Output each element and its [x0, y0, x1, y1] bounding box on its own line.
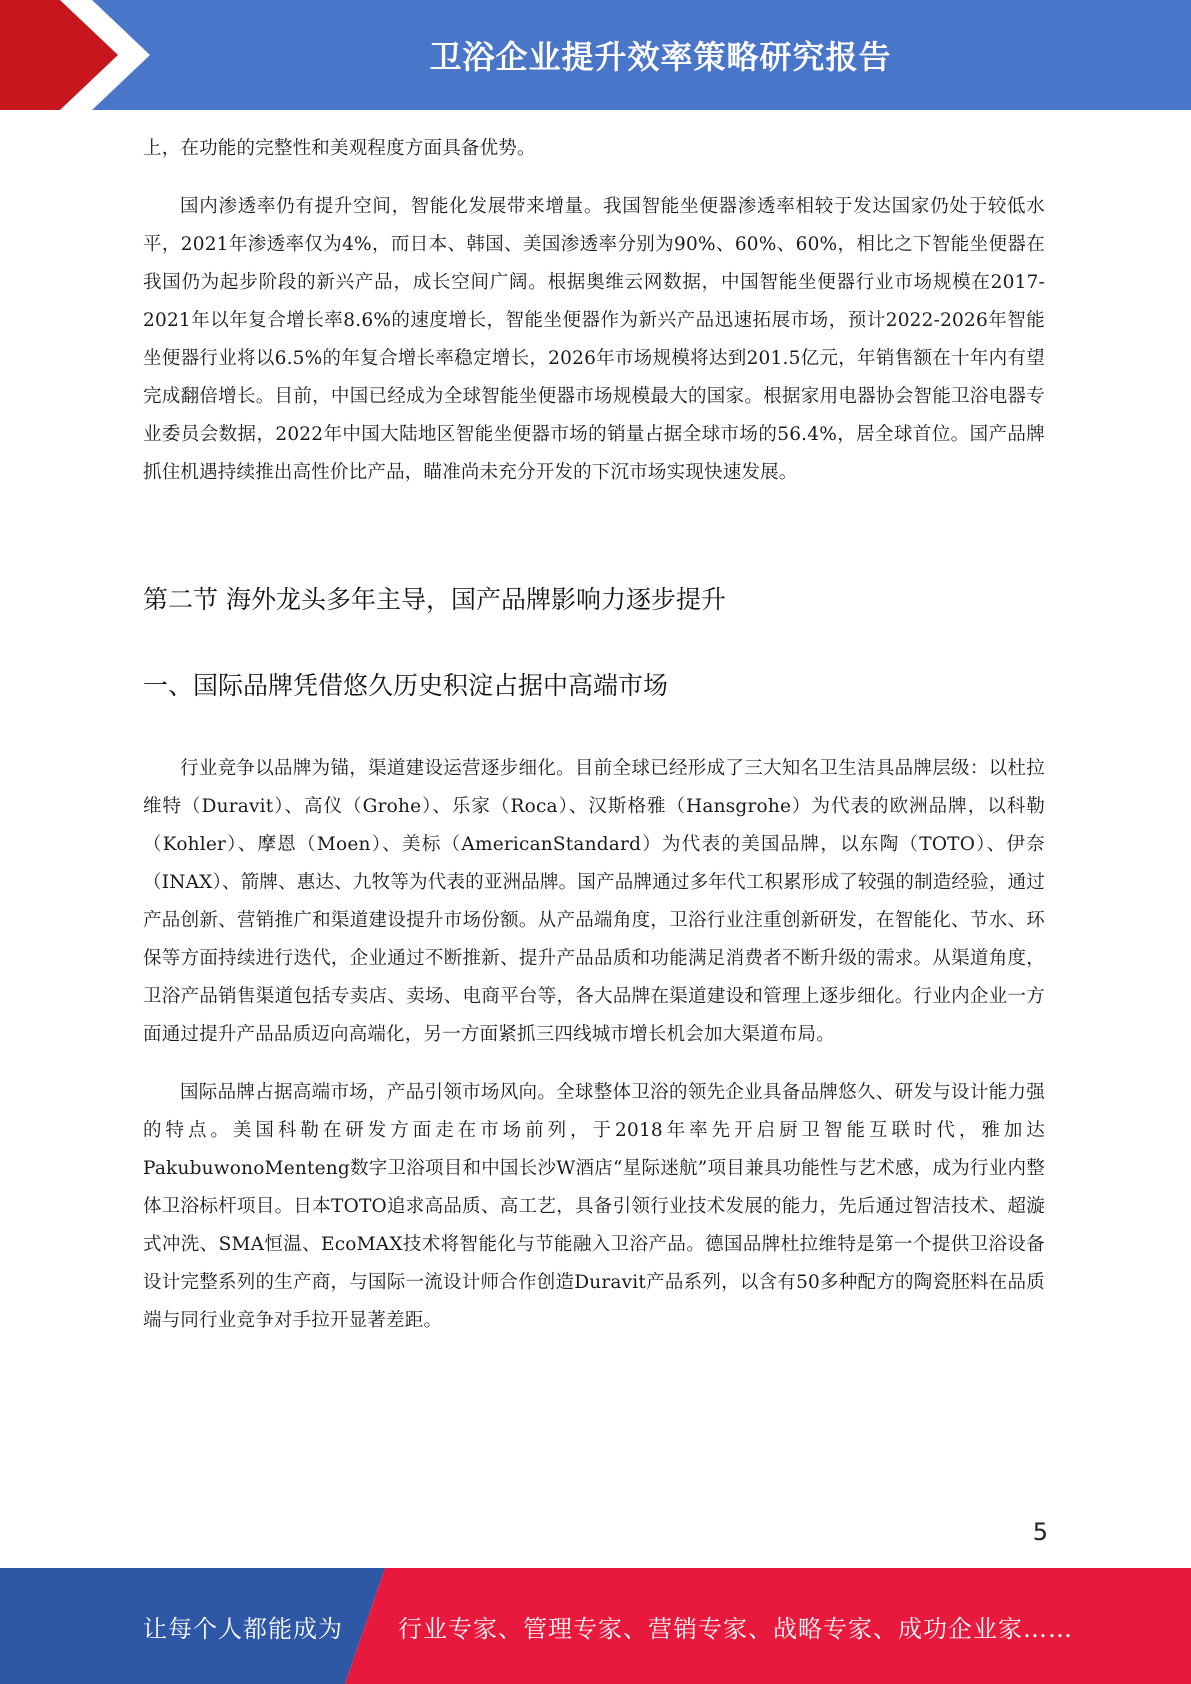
paragraph-international-brands: 国际品牌占据高端市场，产品引领市场风向。全球整体卫浴的领先企业具备品牌悠久、研发与设计能力强的特点。美国科勒在研发方面走在市场前列，于2018年率先开启厨卫智能互联时代，雅加达PakubuwonoMenteng数字卫浴项目和中国长沙W酒店“星际迷航”项目兼具功能性与艺术感，成为行业内整体卫浴标杆项目。日本TOTO追求高品质、高工艺，具备引领行业技术发展的能力，先后通过智洁技术、超漩式冲洗、SMA恒温、EcoMAX技术将智能化与节能融入卫浴产品。德国品牌杜拉维特是第一个提供卫浴设备设计完整系列的生产商，与国际一流设计师合作创造Duravit产品系列，以含有50多种配方的陶瓷胚料在品质端与同行业竞争对手拉开显著差距。: [143, 1082, 1045, 1331]
page-number: 5: [1032, 1518, 1048, 1546]
paragraph-continuation: 上，在功能的完整性和美观程度方面具备优势。: [143, 138, 536, 159]
header-band: [0, 0, 1191, 110]
report-title: 卫浴企业提升效率策略研究报告: [429, 38, 892, 76]
footer-slogan-left: 让每个人都能成为: [143, 1614, 343, 1643]
subsection-heading: 一、国际品牌凭借悠久历史积淀占据中高端市场: [143, 671, 669, 700]
paragraph-brand-competition: 行业竞争以品牌为锚，渠道建设运营逐步细化。目前全球已经形成了三大知名卫生洁具品牌层级：以杜拉维特（Duravit）、高仪（Grohe）、乐家（Roca）、汉斯格雅（Hansgrohe）为代表的欧洲品牌，以科勒（Kohler）、摩恩（Moen）、美标（AmericanStandard）为代表的美国品牌，以东陶（TOTO）、伊奈（INAX）、箭牌、惠达、九牧等为代表的亚洲品牌。国产品牌通过多年代工积累形成了较强的制造经验，通过产品创新、营销推广和渠道建设提升市场份额。从产品端角度，卫浴行业注重创新研发，在智能化、节水、环保等方面持续进行迭代，企业通过不断推新、提升产品品质和功能满足消费者不断升级的需求。从渠道角度，卫浴产品销售渠道包括专卖店、卖场、电商平台等，各大品牌在渠道建设和管理上逐步细化。行业内企业一方面通过提升产品品质迈向高端化，另一方面紧抓三四线城市增长机会加大渠道布局。: [143, 758, 1045, 1045]
footer-slogan-right: 行业专家、管理专家、营销专家、战略专家、成功企业家……: [398, 1614, 1073, 1643]
paragraph-penetration-rate: 国内渗透率仍有提升空间，智能化发展带来增量。我国智能坐便器渗透率相较于发达国家仍处于较低水平，2021年渗透率仅为4%，而日本、韩国、美国渗透率分别为90%、60%、60%，相比之下智能坐便器在我国仍为起步阶段的新兴产品，成长空间广阔。根据奥维云网数据，中国智能坐便器行业市场规模在2017-2021年以年复合增长率8.6%的速度增长，智能坐便器作为新兴产品迅速拓展市场，预计2022-2026年智能坐便器行业将以6.5%的年复合增长率稳定增长，2026年市场规模将达到201.5亿元，年销售额在十年内有望完成翻倍增长。目前，中国已经成为全球智能坐便器市场规模最大的国家。根据家用电器协会智能卫浴电器专业委员会数据，2022年中国大陆地区智能坐便器市场的销量占据全球市场的56.4%，居全球首位。国产品牌抓住机遇持续推出高性价比产品，瞄准尚未充分开发的下沉市场实现快速发展。: [143, 196, 1045, 483]
footer-band: [0, 1568, 1191, 1684]
document-body: [143, 130, 1045, 1340]
section-heading: 第二节 海外龙头多年主导，国产品牌影响力逐步提升: [143, 585, 726, 614]
